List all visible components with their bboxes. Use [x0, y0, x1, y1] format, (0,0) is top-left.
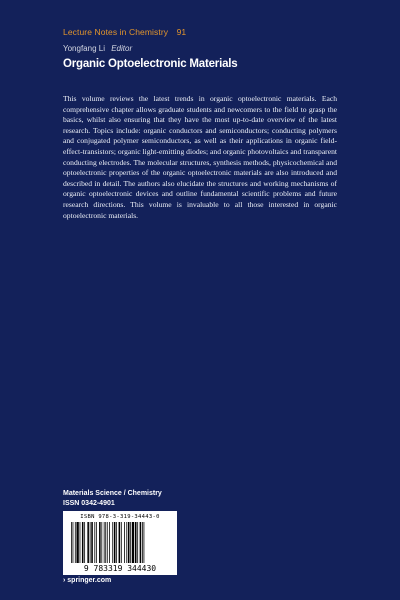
issn-number: ISSN 0342-4901 — [63, 500, 115, 507]
book-title: Organic Optoelectronic Materials — [63, 58, 238, 70]
series-volume: 91 — [176, 27, 187, 37]
book-description: This volume reviews the latest trends in organic optoelectronic materials. Each comprehensive chapter allows graduate students and newcomers to the field to grasp the basics, whilst also ensuring that they have the most up-to-date overview of the latest research. Topics include: organic conductors and semiconductors; conducting polymers and conjugated polymer semiconductors, as well as their applications in organic field-effect-transistors; organic light-emitting diodes; and organic photovoltaics and transparent conducting electrodes. The molecular structures, synthesis methods, physicochemical and optoelectronic properties of the organic optoelectronic materials are also introduced and described in detail. The authors also elucidate the structures and working mechanisms of organic optoelectronic devices and outline fundamental scientific problems and future research directions. This volume is invaluable to all those interested in organic optoelectronic materials. — [63, 94, 337, 220]
barcode-panel — [63, 511, 177, 575]
subject-category: Materials Science / Chemistry — [63, 490, 162, 497]
publisher-website: › springer.com — [63, 577, 112, 584]
editor-line — [63, 44, 132, 53]
barcode-icon — [70, 522, 170, 563]
series-name: Lecture Notes in Chemistry — [63, 27, 169, 37]
editor-role: Editor — [111, 44, 133, 53]
editor-name: Yongfang Li — [63, 44, 105, 53]
isbn-number: ISBN 978-3-319-34443-0 — [80, 514, 160, 520]
series-line — [63, 27, 186, 37]
barcode-digits: 9 783319 344430 — [83, 564, 157, 573]
